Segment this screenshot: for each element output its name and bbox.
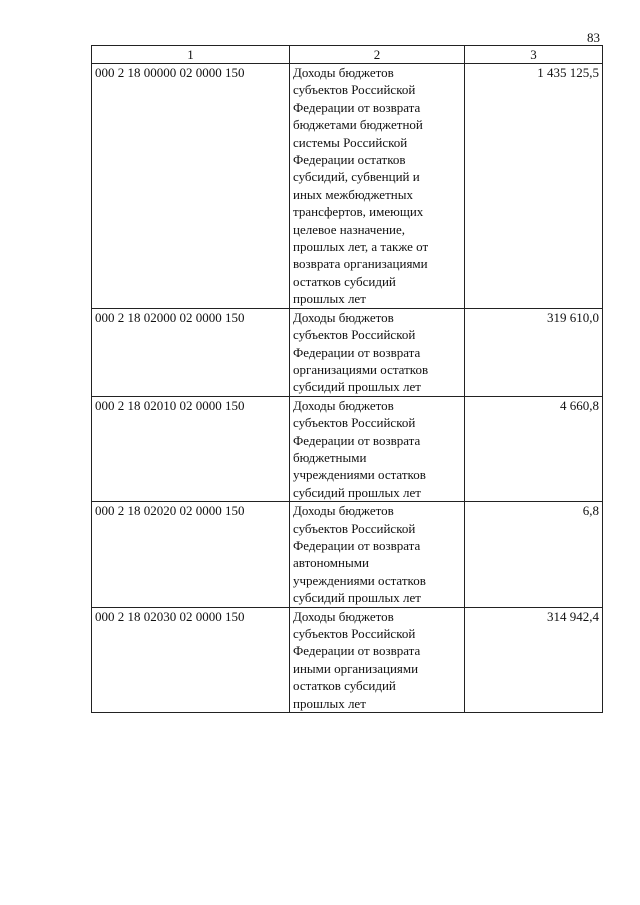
description-line: учреждениями остатков [293, 572, 426, 588]
description-line: Федерации от возврата [293, 99, 421, 115]
description-line: субсидий, субвенций и [293, 169, 420, 185]
revenue-code-cell: 000 2 18 02010 02 0000 150 [92, 396, 290, 501]
table-row [92, 396, 603, 501]
description-line: организациями остатков [293, 361, 429, 377]
table-row [92, 308, 603, 396]
description-line: прошлых лет [293, 291, 366, 307]
column-header-3: 3 [465, 46, 603, 64]
description-line: иных межбюджетных [293, 186, 413, 202]
amount-cell: 4 660,8 [465, 396, 603, 501]
description-line: прошлых лет [293, 695, 366, 711]
description-line: остатков субсидий [293, 678, 396, 694]
revenue-code-cell: 000 2 18 02000 02 0000 150 [92, 308, 290, 396]
description-line: прошлых лет, а также от [293, 239, 429, 255]
revenue-description-cell [290, 607, 465, 712]
description-line: трансфертов, имеющих [293, 204, 424, 220]
revenue-description-cell [290, 502, 465, 607]
description-line: субсидий прошлых лет [293, 484, 421, 500]
description-line: Доходы бюджетов [293, 503, 394, 519]
description-line: бюджетами бюджетной [293, 117, 423, 133]
description-line: возврата организациями [293, 256, 428, 272]
description-line: Федерации от возврата [293, 537, 421, 553]
description-line: Федерации остатков [293, 152, 406, 168]
revenue-description-cell [290, 396, 465, 501]
description-line: иными организациями [293, 660, 419, 676]
description-line: Доходы бюджетов [293, 65, 394, 80]
table-row [92, 607, 603, 712]
column-header-2: 2 [290, 46, 465, 64]
description-line: субъектов Российской [293, 520, 416, 536]
description-line: субсидий прошлых лет [293, 590, 421, 606]
table-row [92, 502, 603, 607]
description-line: субъектов Российской [293, 415, 416, 431]
table-row [92, 64, 603, 309]
description-line: субсидий прошлых лет [293, 379, 421, 395]
description-line: автономными [293, 555, 369, 571]
column-header-1: 1 [92, 46, 290, 64]
revenue-description-cell [290, 308, 465, 396]
amount-cell: 1 435 125,5 [465, 64, 603, 309]
amount-cell: 319 610,0 [465, 308, 603, 396]
description-line: остатков субсидий [293, 273, 396, 289]
description-line: Доходы бюджетов [293, 397, 394, 413]
description-line: субъектов Российской [293, 626, 416, 641]
description-line: целевое назначение, [293, 221, 406, 237]
description-line: системы Российской [293, 134, 408, 150]
revenue-code-cell: 000 2 18 02030 02 0000 150 [92, 607, 290, 712]
amount-cell: 314 942,4 [465, 607, 603, 712]
amount-cell: 6,8 [465, 502, 603, 607]
description-line: бюджетными [293, 449, 367, 465]
revenue-code-cell: 000 2 18 02020 02 0000 150 [92, 502, 290, 607]
revenue-code-cell: 000 2 18 00000 02 0000 150 [92, 64, 290, 309]
revenue-description-cell [290, 64, 465, 309]
description-line: Доходы бюджетов [293, 608, 394, 624]
table-header-row [92, 46, 603, 64]
page-number: 83 [587, 30, 600, 45]
description-line: Доходы бюджетов [293, 309, 394, 325]
table-body [92, 64, 603, 713]
budget-revenue-table [91, 45, 603, 713]
description-line: Федерации от возврата [293, 344, 421, 360]
description-line: субъектов Российской [293, 82, 416, 98]
description-line: субъектов Российской [293, 327, 416, 343]
description-line: Федерации от возврата [293, 432, 421, 448]
description-line: учреждениями остатков [293, 467, 426, 483]
description-line: Федерации от возврата [293, 643, 421, 659]
